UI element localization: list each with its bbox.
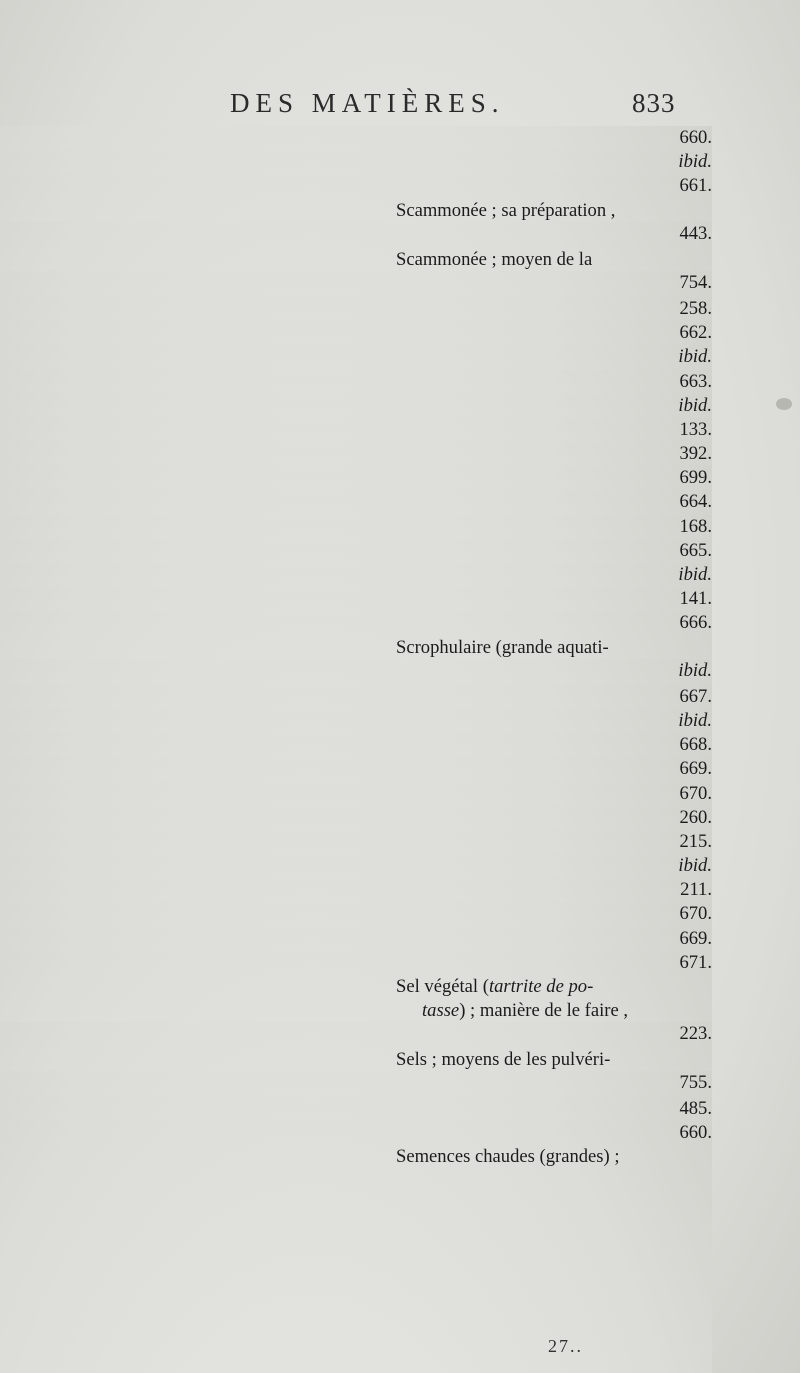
- index-column-right: [396, 126, 712, 1170]
- index-entry: [396, 370, 712, 394]
- index-entry: [396, 563, 712, 587]
- index-entry: [396, 782, 712, 806]
- entry-page-ref: ibid.: [0, 150, 712, 1373]
- entry-term: Sels ; moyens de les pulvéri-: [396, 1048, 611, 1070]
- index-entry: [396, 587, 712, 611]
- entry-page-ref: ibid.: [0, 563, 712, 1373]
- entry-page-ref: 667.: [0, 685, 712, 1373]
- entry-page-ref: ibid.: [0, 709, 712, 1373]
- entry-page-ref: 211.: [0, 878, 712, 1373]
- entry-page-ref: 485.: [0, 1097, 712, 1373]
- entry-page-ref: 664.: [0, 490, 712, 1373]
- index-entry: [396, 248, 712, 297]
- entry-page-ref: 392.: [0, 442, 712, 1373]
- entry-page-ref: 168.: [0, 515, 712, 1373]
- entry-page-ref: 669.: [0, 927, 712, 1373]
- index-entry: [396, 345, 712, 369]
- entry-page-ref: 141.: [0, 587, 712, 1373]
- index-entry: [396, 321, 712, 345]
- entry-page-ref: 670.: [0, 902, 712, 1373]
- entry-page-ref: 666.: [0, 611, 712, 1373]
- entry-term: Sel végétal (tartrite de po-: [396, 976, 594, 997]
- index-entry: [396, 1097, 712, 1121]
- entry-page-ref: 443.: [0, 222, 712, 1373]
- index-entry: [396, 150, 712, 174]
- index-entry: [396, 830, 712, 854]
- entry-term: Scrophulaire (grande aquati-: [396, 636, 609, 658]
- entry-page-ref: 669.: [0, 757, 712, 1373]
- index-entry: [396, 975, 712, 1048]
- entry-page-ref: 215.: [0, 830, 712, 1373]
- index-entry: [396, 297, 712, 321]
- index-entry: [396, 174, 712, 198]
- entry-page-ref: 668.: [0, 733, 712, 1373]
- index-entry: [396, 418, 712, 442]
- index-entry: [396, 902, 712, 926]
- index-entry: [396, 1121, 712, 1145]
- index-entry: [396, 539, 712, 563]
- index-entry: [396, 126, 712, 150]
- running-title: DES MATIÈRES.: [230, 88, 505, 118]
- index-entry: [396, 878, 712, 902]
- entry-page-ref: ibid.: [0, 854, 712, 1373]
- index-entry: [396, 515, 712, 539]
- index-entry: [396, 685, 712, 709]
- index-entry: [396, 806, 712, 830]
- entry-page-ref: ibid.: [0, 394, 712, 1373]
- index-entry: [396, 1048, 712, 1097]
- entry-page-ref: ibid.: [0, 659, 712, 1373]
- entry-page-ref: 755.: [0, 1071, 712, 1373]
- index-entry: [396, 199, 712, 248]
- index-entry: [396, 927, 712, 951]
- index-entry: [396, 733, 712, 757]
- index-entry: [396, 757, 712, 781]
- page-number: 833: [632, 88, 676, 118]
- entry-page-ref: 258.: [0, 297, 712, 1373]
- entry-term: Semences chaudes (grandes) ;: [396, 1146, 620, 1168]
- entry-page-ref: 754.: [0, 271, 712, 1373]
- entry-page-ref: 670.: [0, 782, 712, 1373]
- index-entry: [396, 709, 712, 733]
- index-entry: [396, 854, 712, 878]
- entry-page-ref: 671.: [0, 951, 712, 1373]
- entry-continuation: tasse) ; manière de le faire ,: [422, 999, 628, 1021]
- entry-page-ref: 699.: [0, 466, 712, 1373]
- index-entry: [396, 442, 712, 466]
- index-entry: [396, 636, 712, 685]
- entry-page-ref: 660.: [0, 126, 712, 1373]
- entry-term: Scammonée ; sa préparation ,: [396, 199, 616, 221]
- entry-page-ref: 660.: [0, 1121, 712, 1373]
- index-entry: [396, 394, 712, 418]
- entry-page-ref: ibid.: [0, 345, 712, 1373]
- index-entry: [396, 466, 712, 490]
- signature-mark: 27..: [548, 1336, 583, 1356]
- page-header: [0, 88, 800, 128]
- entry-page-ref: 260.: [0, 806, 712, 1373]
- index-entry: [396, 611, 712, 635]
- entry-page-ref: 133.: [0, 418, 712, 1373]
- entry-page-ref: 663.: [0, 370, 712, 1373]
- index-entry: [396, 1145, 712, 1169]
- entry-page-ref: 662.: [0, 321, 712, 1373]
- index-entry: [396, 951, 712, 975]
- paper-stain: [776, 398, 792, 410]
- entry-page-ref: 665.: [0, 539, 712, 1373]
- entry-page-ref: 223.: [0, 1022, 712, 1373]
- index-entry: [396, 490, 712, 514]
- entry-term: Scammonée ; moyen de la: [396, 248, 593, 270]
- entry-page-ref: 661.: [0, 174, 712, 1373]
